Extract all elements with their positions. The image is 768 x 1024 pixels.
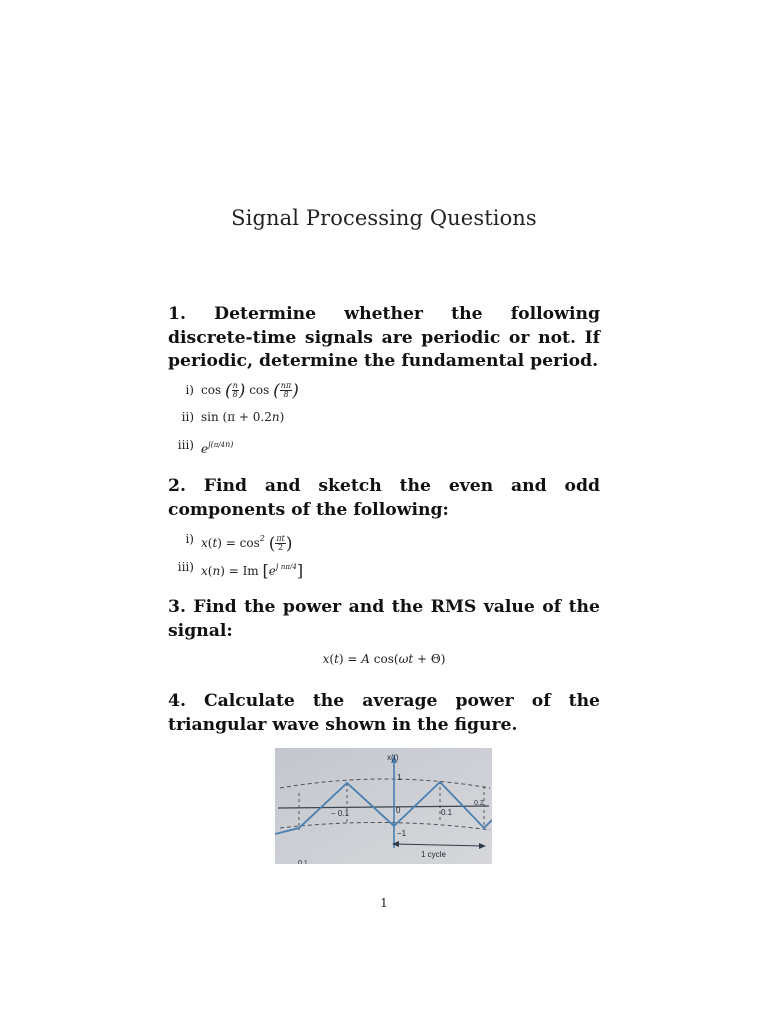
tick-label-0: 0 (396, 806, 401, 815)
bottom-partial-label: 0.1 (298, 860, 308, 864)
page-number: 1 (380, 896, 388, 910)
tick-label-neg-1: −1 (397, 829, 407, 838)
document-title: Signal Processing Questions (231, 206, 537, 230)
q1-item-2-label: ii) (181, 410, 194, 424)
q3-equation: x(t) = A cos(ωt + Θ) (322, 652, 446, 666)
q2-item-1-label: i) (185, 532, 194, 546)
q1-item-1 (168, 379, 600, 401)
q2-item-1 (168, 528, 600, 554)
cycle-label: 1 cycle (421, 850, 446, 859)
triangular-wave-plot (275, 748, 492, 864)
q1-item-2 (168, 406, 600, 428)
question-4-text: 4. Calculate the average power of the triangular wave shown in the figure. (168, 691, 600, 735)
tick-label-1: 1 (397, 773, 402, 782)
triangular-wave-figure (275, 748, 492, 864)
question-2-text: 2. Find and sketch the even and odd components of the following: (168, 476, 600, 520)
q2-item-1-expr: $x(t) = \cos^2$ ( $\frac{\pi t}{2}$ ) (201, 534, 293, 554)
y-axis-label: x(t) (387, 753, 399, 762)
question-1-text: 1. Determine whether the following discrete-time signals are periodic or not. If periodic, determine the fundamental period. (168, 304, 600, 371)
tick-label-neg-0.1: − 0.1 (331, 809, 350, 818)
tick-label-0.1: 0.1 (441, 808, 453, 817)
tick-label-0.2: 0.2 (474, 800, 484, 807)
q2-item-2-label: iii) (177, 560, 194, 574)
q2-item-2-expr: x(n) = Im $[e^{j n\pi/4}]$ (201, 561, 304, 580)
q1-item-3-expr: $e^{j(\pi/4n)}$ (201, 440, 234, 456)
q1-item-2-expr: sin (π + 0.2n) (201, 410, 285, 424)
question-3-text: 3. Find the power and the RMS value of the signal: (168, 597, 600, 641)
q1-item-3 (168, 434, 600, 456)
q1-item-1-expr: cos ( $\frac{n}{8}$ ) cos ( $\frac{n\pi}{8}$ ) (201, 381, 299, 401)
q1-item-1-label: i) (185, 383, 194, 397)
q1-item-3-label: iii) (177, 438, 194, 452)
q2-item-2 (168, 556, 600, 578)
